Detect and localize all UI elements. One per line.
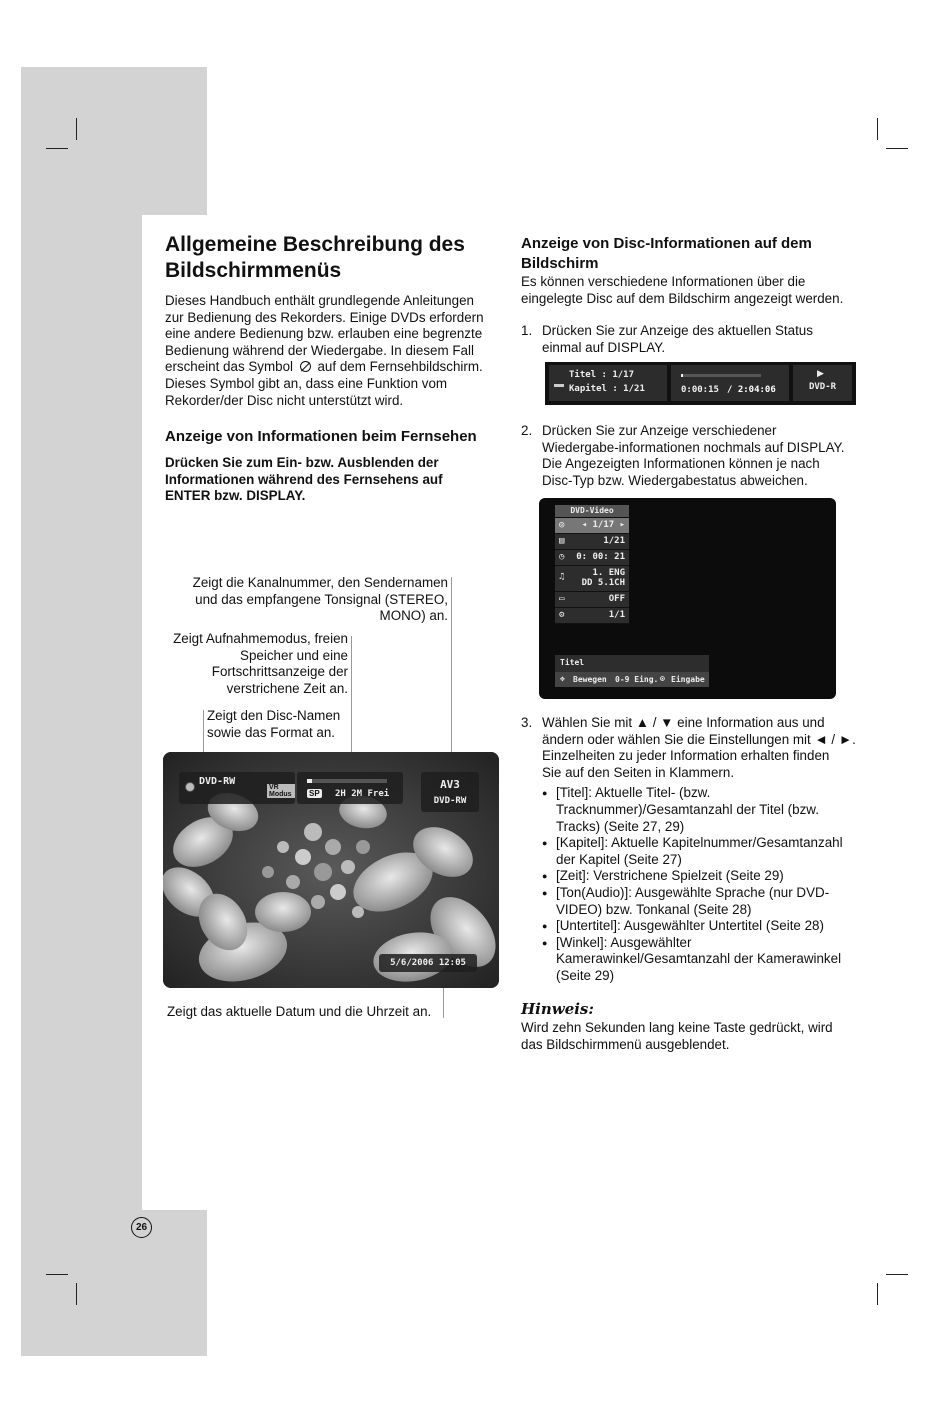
osd-disc-box	[179, 772, 295, 804]
footer-enter: Eingabe	[671, 675, 705, 684]
crop-mark	[76, 118, 77, 140]
note-heading: Hinweis:	[521, 1000, 594, 1018]
intro-paragraph	[165, 293, 500, 409]
list-item: ● [Kapitel]: Aktuelle Kapitelnummer/Gesamtanzahl der Kapitel (Seite 27)	[542, 835, 866, 868]
osd-progress-bar	[307, 779, 387, 783]
enter-icon: ⊙	[660, 674, 665, 683]
crop-mark	[46, 148, 68, 149]
info-row-audio[interactable]: ♫ 1. ENG DD 5.1CH	[555, 566, 629, 592]
status-title-box	[549, 365, 667, 401]
footer-input: 0-9 Eing.	[615, 675, 659, 684]
info-menu-image	[539, 498, 836, 699]
intro-line: Bedienung während der Wiedergabe. In diesem Fall	[165, 342, 474, 358]
leader-line	[451, 577, 452, 773]
footer-move: Bewegen	[573, 675, 607, 684]
step-text: Drücken Sie zur Anzeige verschiedener Wiedergabe-informationen nochmals auf DISPLAY. Die Angezeigten Informationen können je nach Disc-Typ bzw. Wiedergabestatus abweichen.	[542, 423, 845, 488]
crop-mark	[877, 1283, 878, 1305]
chapter-icon: ▤	[559, 536, 565, 546]
section-heading-tv-info: Anzeige von Informationen beim Fernsehen	[165, 428, 477, 445]
osd-progress-fill	[307, 779, 312, 783]
footer-title: Titel	[560, 658, 585, 667]
callout-channel: Zeigt die Kanalnummer, den Sendernamen und das empfangene Tonsignal (STEREO, MONO) an.	[192, 575, 448, 624]
move-arrows-icon: ✥	[560, 674, 565, 683]
crop-mark	[46, 1274, 68, 1275]
info-bullet-list	[542, 785, 866, 984]
list-item: ● [Ton(Audio)]: Ausgewählte Sprache (nur DVD- VIDEO) bzw. Tonkanal (Seite 28)	[542, 885, 866, 918]
status-disc-box	[793, 365, 852, 401]
title-icon: ◎	[559, 520, 565, 530]
step-text: Wählen Sie mit ▲ / ▼ eine Information aus und ändern oder wählen Sie die Einstellungen mit ◄ / ►. Einzelheiten zu jeder Information erhalten finden Sie auf den Seiten in Klammern. ● [Titel]: Aktuelle Titel- (bzw. Tracknummer)/Gesamtanzahl der Titel (bzw. Tracks) (Seite 27, 29) ● [Kapitel]: Aktuelle Kapitelnummer/Gesamtanzahl der Kapitel (Seite 27) ● [Zeit]: Verstrichene Spielzeit (Seite 29) ● [Ton(Audio)]: Ausgewählte Sprache (nur DVD- VIDEO) bzw. Tonkanal (Seite 28) ● [Untertitel]: Ausgewählter Untertitel (Seite 28) ● [Winkel]: Ausgewählter Kamerawinkel/Gesamtanzahl der Kamerawinkel (Seite 29)	[542, 715, 866, 985]
prohibited-icon	[300, 361, 311, 372]
info-row-time[interactable]: ◷ 0: 00: 21	[555, 550, 629, 566]
info-menu-header: DVD-Video	[555, 505, 629, 517]
info-menu-footer	[555, 655, 709, 687]
step-1	[521, 323, 866, 357]
list-item: ● [Titel]: Aktuelle Titel- (bzw. Tracknummer)/Gesamtanzahl der Titel (bzw. Tracks) (Seite 27, 29)	[542, 785, 866, 835]
status-title: Titel : 1/17	[569, 370, 635, 380]
status-disc: DVD-R	[808, 382, 837, 392]
step-number: 1.	[521, 323, 533, 338]
osd-free-space: 2H 2M Frei	[335, 789, 390, 799]
list-item: ● [Winkel]: Ausgewählter Kamerawinkel/Gesamtanzahl der Kamerawinkel (Seite 29)	[542, 935, 866, 985]
info-row-subtitle[interactable]: ▭ OFF	[555, 592, 629, 608]
info-row-angle[interactable]: ⚙ 1/1	[555, 608, 629, 624]
intro-line: eine andere Bedienung bzw. erlauben eine begrenzte	[165, 326, 483, 342]
page-number: 26	[131, 1217, 152, 1238]
audio-icon: ♫	[559, 572, 565, 582]
status-time-box	[671, 365, 789, 401]
disc-info-intro: Es können verschiedene Informationen über die eingelegte Disc auf dem Bildschirm angezeigt werden.	[521, 274, 844, 306]
instruction-text: Drücken Sie zum Ein- bzw. Ausblenden der Informationen während des Fernsehens auf ENTER bzw. DISPLAY.	[165, 455, 443, 504]
subtitle-icon: ▭	[559, 594, 565, 604]
disc-icon	[185, 782, 195, 792]
step-number: 3.	[521, 715, 533, 730]
angle-icon: ⚙	[559, 610, 565, 620]
time-progress-bar	[681, 374, 761, 377]
callout-datetime: Zeigt das aktuelle Datum und die Uhrzeit an.	[167, 1004, 432, 1019]
note-text: Wird zehn Sekunden lang keine Taste gedrückt, wird das Bildschirmmenü ausgeblendet.	[521, 1020, 833, 1052]
crop-mark	[886, 1274, 908, 1275]
step-2	[521, 423, 866, 491]
time-progress-fill	[681, 374, 683, 377]
step-3	[521, 715, 866, 990]
osd-channel-box	[421, 772, 479, 812]
osd-format: DVD-RW	[433, 796, 467, 806]
osd-channel: AV3	[440, 778, 460, 791]
footer-hint-bar	[555, 672, 709, 687]
intro-line: Dieses Handbuch enthält grundlegende Anleitungen	[165, 293, 474, 308]
osd-datetime: 5/6/2006 12:05	[379, 954, 477, 972]
osd-disc-name: DVD-RW	[199, 776, 236, 787]
callout-record-mode: Zeigt Aufnahmemodus, freien Speicher und eine Fortschrittsanzeige der verstrichene Zeit an.	[173, 631, 348, 696]
status-chapter: Kapitel : 1/21	[569, 384, 645, 394]
clock-icon: ◷	[559, 552, 565, 562]
step-text: Drücken Sie zur Anzeige des aktuellen Status einmal auf DISPLAY.	[542, 323, 813, 355]
section-heading-disc-info: Anzeige von Disc-Informationen auf dem Bildschirm	[521, 235, 812, 272]
status-elapsed: 0:00:15	[681, 385, 719, 395]
tv-screen-image	[163, 752, 499, 988]
sidebar-panel-top	[21, 67, 207, 215]
status-total: / 2:04:06	[727, 385, 776, 395]
crop-mark	[877, 118, 878, 140]
title-icon: ▬	[554, 379, 564, 390]
crop-mark	[886, 148, 908, 149]
sidebar-panel-bottom	[21, 1210, 207, 1356]
osd-vr-mode: VR Modus	[267, 784, 295, 798]
intro-line-with-symbol: erscheint das Symbol auf dem Fernsehbildschirm.	[165, 359, 483, 375]
callout-disc-name: Zeigt den Disc-Namen sowie das Format an.	[207, 708, 341, 740]
osd-record-box	[297, 772, 403, 804]
page-title: Allgemeine Beschreibung des Bildschirmmenüs	[165, 233, 465, 282]
info-row-chapter[interactable]: ▤ 1/21	[555, 534, 629, 550]
play-icon: ▶	[817, 368, 824, 378]
status-bar-image	[545, 362, 856, 405]
sidebar-panel-middle	[21, 215, 142, 1210]
intro-line: zur Bedienung des Rekorders. Einige DVDs erfordern	[165, 309, 484, 325]
intro-line: Dieses Symbol gibt an, dass eine Funktion vom	[165, 375, 448, 391]
crop-mark	[76, 1283, 77, 1305]
list-item: ● [Untertitel]: Ausgewählter Untertitel (Seite 28)	[542, 918, 866, 935]
info-row-title[interactable]: ◎ ◂ 1/17 ▸	[555, 518, 629, 534]
list-item: ● [Zeit]: Verstrichene Spielzeit (Seite 29)	[542, 868, 866, 885]
intro-line: Rekorder/der Disc nicht unterstützt wird.	[165, 392, 404, 408]
step-number: 2.	[521, 423, 533, 438]
osd-sp-badge: SP	[309, 789, 320, 798]
